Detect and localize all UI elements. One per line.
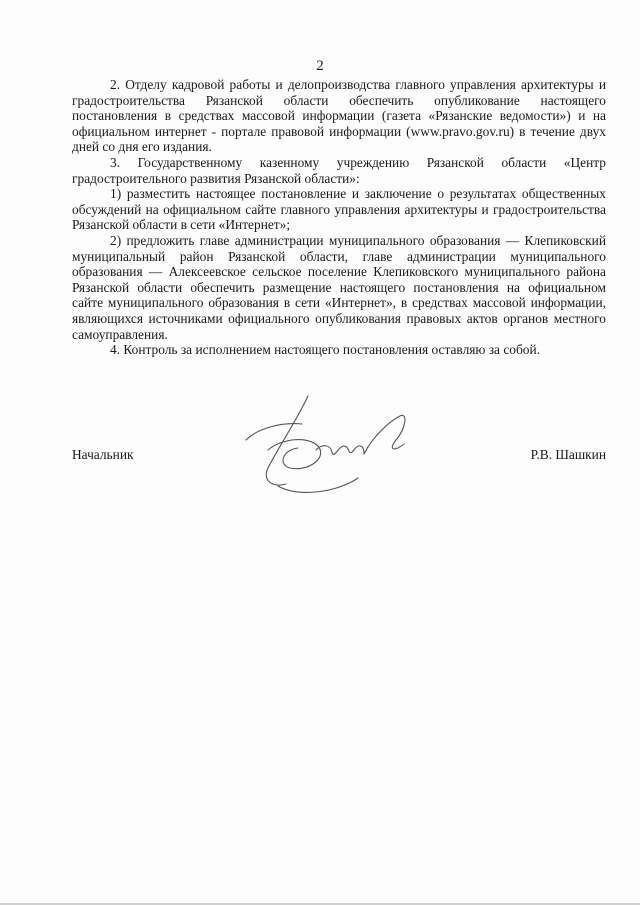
document-body (72, 77, 606, 358)
paragraph-3-item-1: 1) разместить настоящее постановление и заключение о результатах общественных обсуждений на официальном сайте главного управления архитектуры и градостроительства Рязанской области в сети «Интернет»; (72, 186, 606, 233)
handwritten-signature (238, 388, 428, 500)
paragraph-3: 3. Государственному казенному учреждению Рязанской области «Центр градостроительного развития Рязанской области»: (72, 154, 606, 186)
signatory-name: Р.В. Шашкин (530, 447, 606, 462)
paragraph-2: 2. Отделу кадровой работы и делопроизводства главного управления архитектуры и градостроительства Рязанской области обеспечить опубликование настоящего постановления в средствах массовой информации (газета «Рязанские ведомости») и на официальном интернет - портале правовой информации (www.pravo.gov.ru) в течение двух дней со дня его издания. (72, 77, 606, 155)
page-number: 2 (316, 58, 324, 74)
signatory-title: Начальник (72, 447, 134, 462)
paragraph-4: 4. Контроль за исполнением настоящего постановления оставляю за собой. (110, 342, 541, 358)
paragraph-3-item-2: 2) предложить главе администрации муниципального образования — Клепиковский муниципальный район Рязанской области, главе администрации муниципального образования — Алексеевское сельское поселение Клепиковского муниципального района Рязанской области обеспечить размещение настоящего постановления на официальном сайте муниципального образования в сети «Интернет», в средствах массовой информации, являющихся источниками официального опубликования правовых актов органов местного самоуправления. (72, 232, 606, 342)
